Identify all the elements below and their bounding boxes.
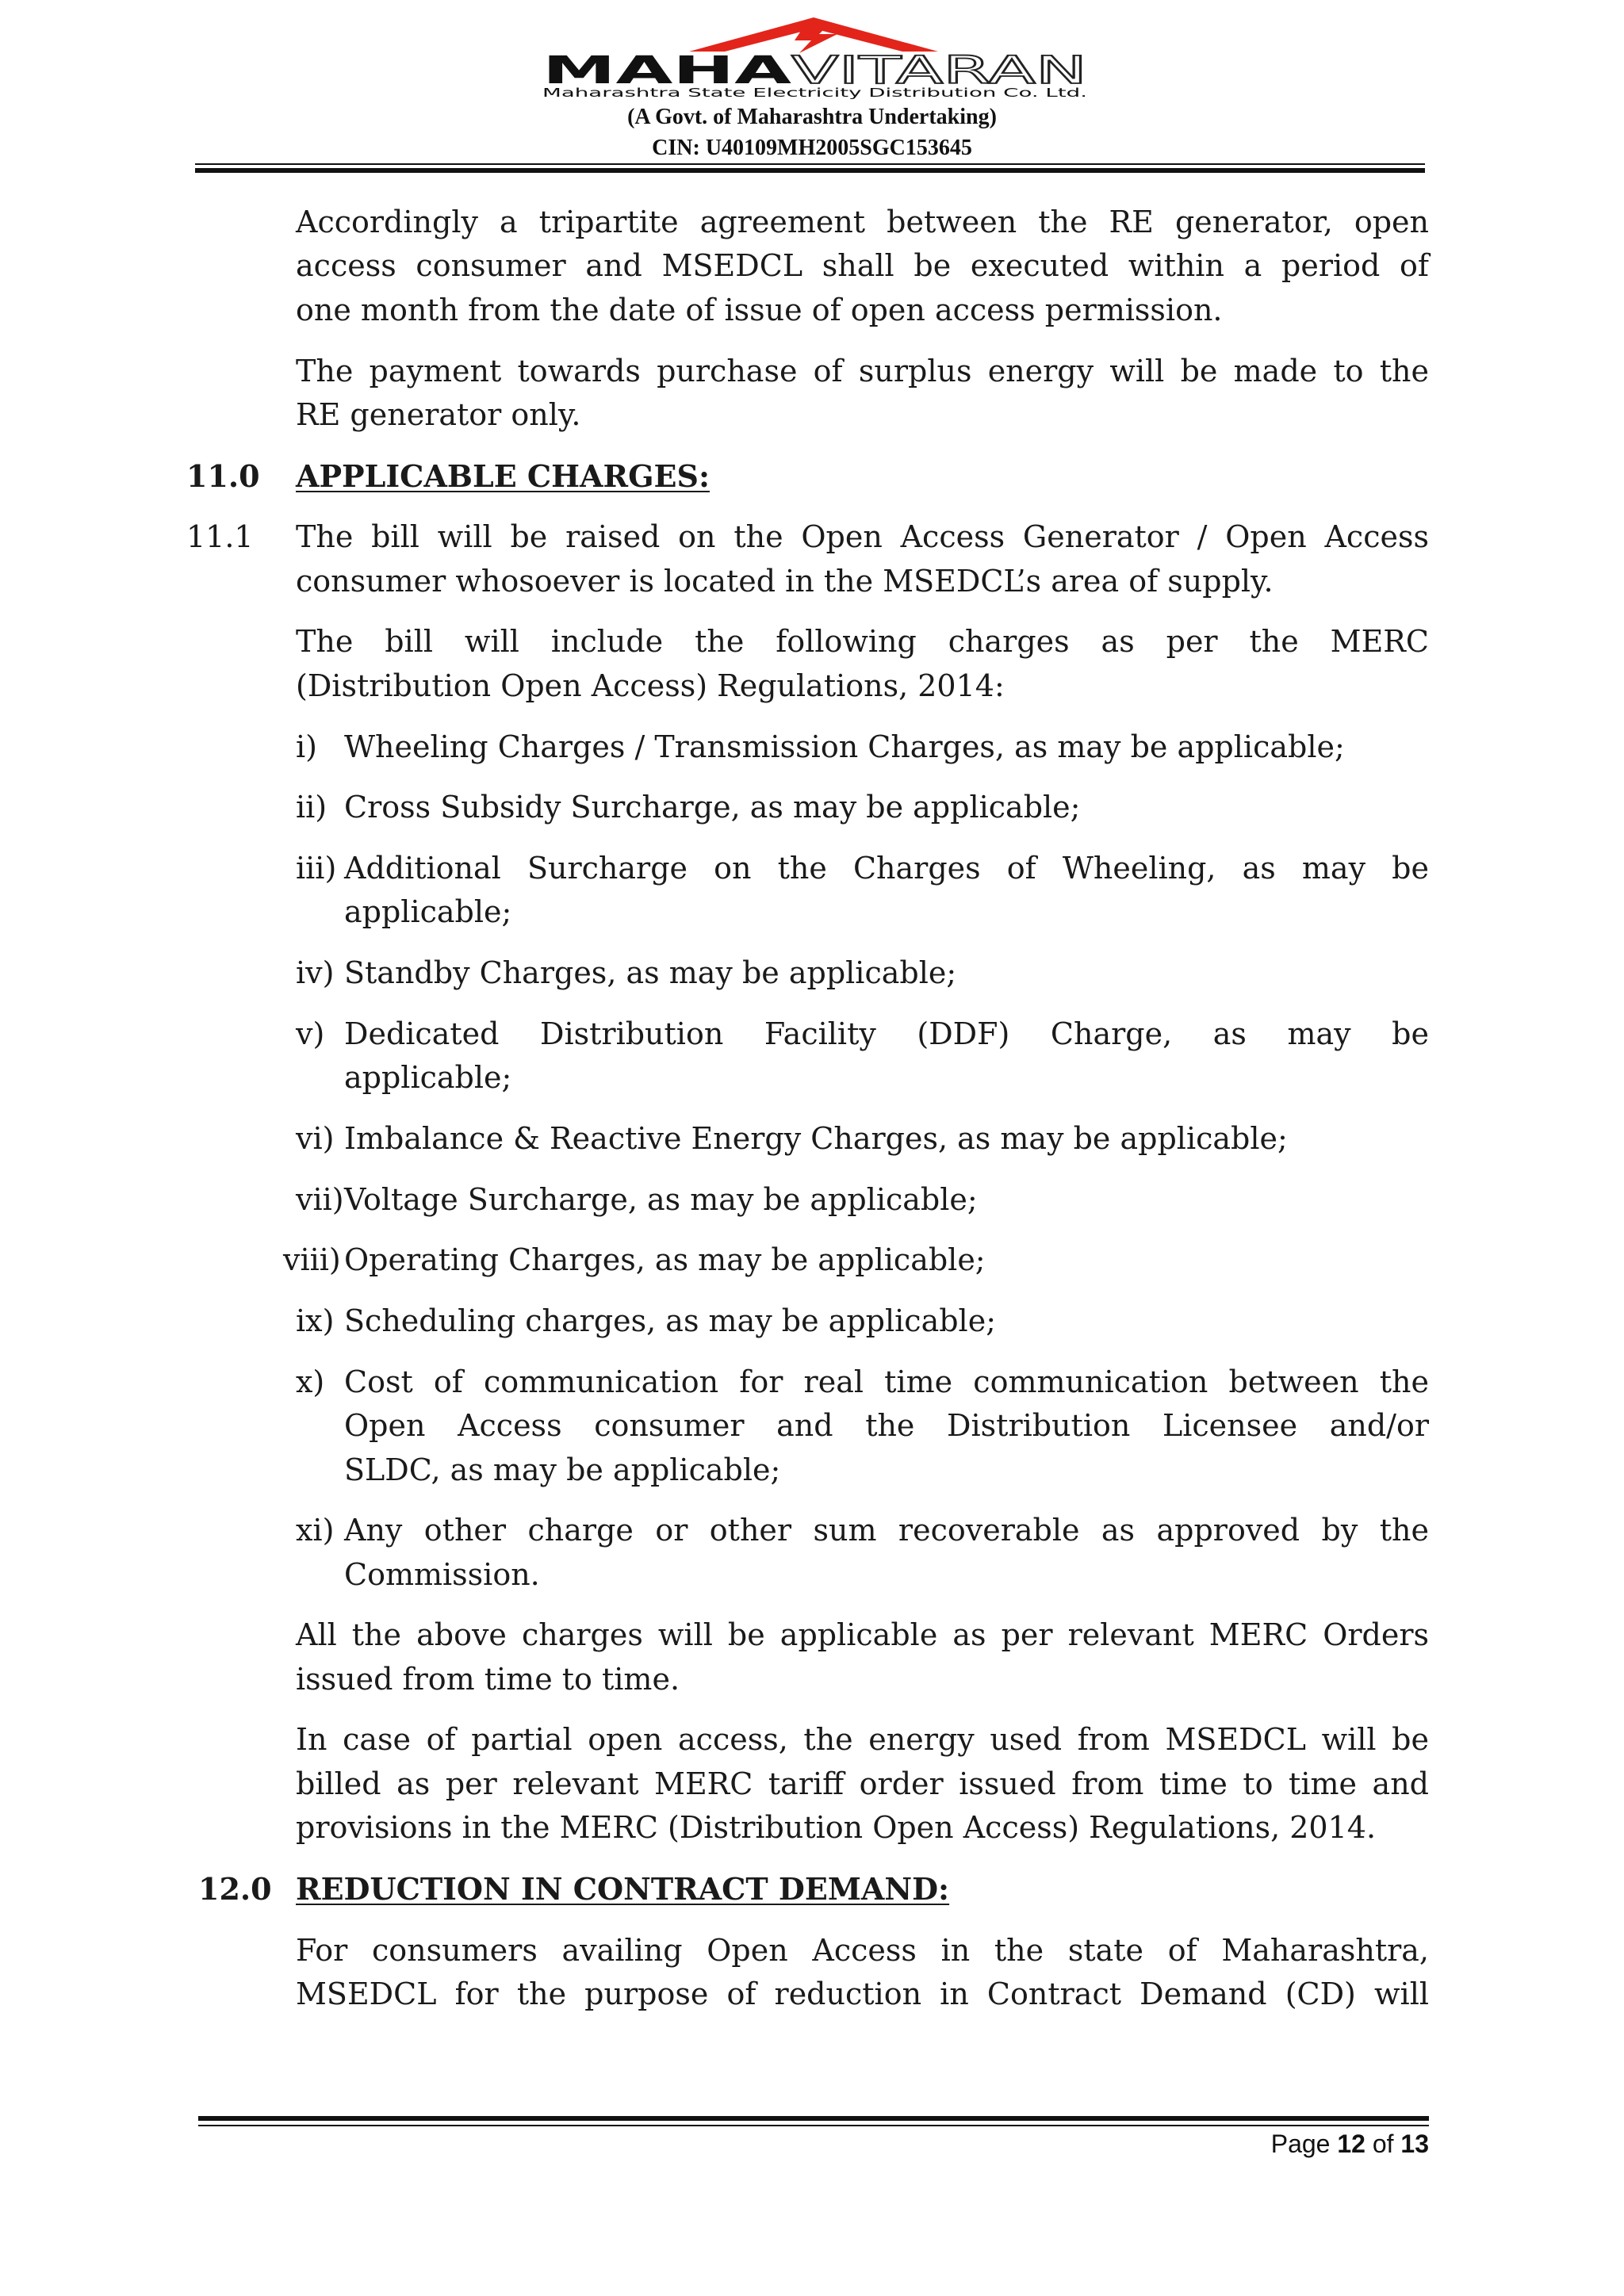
cin-number-line: CIN: U40109MH2005SGC153645 — [652, 136, 972, 160]
charge-item — [296, 786, 1429, 829]
page-current: 12 — [1337, 2130, 1365, 2158]
footer-divider-thick — [198, 2116, 1429, 2121]
text-line: Open Access consumer and the Distribution Licensee and/or — [344, 1408, 1429, 1444]
section-title: APPLICABLE CHARGES: — [296, 457, 710, 494]
govt-undertaking-line: (A Govt. of Maharashtra Undertaking) — [627, 105, 997, 129]
text-line: Cross Subsidy Surcharge, as may be applicable; — [344, 790, 1081, 825]
text-line: one month from the date of issue of open access permission. — [296, 292, 1223, 327]
page-word: Page — [1270, 2130, 1331, 2158]
paragraph-tripartite-agreement — [296, 201, 1429, 332]
text-line: For consumers availing Open Access in the state of Maharashtra, — [296, 1932, 1429, 1968]
charge-item — [296, 1360, 1429, 1492]
footer-divider-thin — [198, 2125, 1429, 2126]
header-divider-thin — [195, 163, 1425, 165]
logo-maha-text: MAHA — [542, 48, 791, 93]
text-line: Any other charge or other sum recoverable as approved by the — [344, 1513, 1429, 1548]
charge-item — [296, 1012, 1429, 1100]
text-line: The bill will be raised on the Open Access Generator / Open Access — [296, 519, 1429, 555]
text-line: Voltage Surcharge, as may be applicable; — [344, 1181, 978, 1217]
text-line: issued from time to time. — [296, 1661, 680, 1697]
list-marker: iii) — [296, 850, 337, 886]
text-line: billed as per relevant MERC tariff order issued from time to time and — [296, 1766, 1429, 1801]
text-line: Standby Charges, as may be applicable; — [344, 955, 957, 991]
list-marker: ii) — [296, 790, 327, 825]
text-line: Imbalance & Reactive Energy Charges, as may be applicable; — [344, 1120, 1288, 1156]
text-line: Cost of communication for real time communication between the — [344, 1364, 1429, 1399]
text-line: applicable; — [344, 894, 512, 930]
text-line: Commission. — [344, 1556, 540, 1592]
text-line: All the above charges will be applicable as per relevant MERC Orders — [296, 1617, 1429, 1653]
list-marker: x) — [296, 1364, 325, 1399]
list-marker: vi) — [296, 1120, 335, 1156]
text-line: MSEDCL for the purpose of reduction in Contract Demand (CD) will — [296, 1976, 1429, 2012]
charge-item — [296, 1117, 1429, 1161]
page-number — [1271, 2130, 1429, 2158]
text-line: access consumer and MSEDCL shall be executed within a period of — [296, 248, 1429, 284]
charge-item — [296, 1509, 1429, 1597]
list-marker: ix) — [296, 1303, 335, 1338]
section-number: 12.0 — [198, 1870, 272, 1907]
list-marker: v) — [296, 1016, 325, 1051]
list-marker: iv) — [296, 955, 335, 991]
text-line: Operating Charges, as may be applicable; — [344, 1242, 986, 1278]
text-line: Dedicated Distribution Facility (DDF) Charge, as may be — [344, 1016, 1429, 1051]
charge-item — [283, 1238, 1429, 1282]
text-line: The bill will include the following charges as per the MERC — [296, 624, 1429, 660]
paragraph-included-charges — [296, 620, 1429, 708]
page-total: 13 — [1400, 2130, 1429, 2158]
list-marker: vii) — [296, 1181, 344, 1217]
clause-number: 11.1 — [186, 519, 254, 555]
paragraph-partial-open-access — [296, 1718, 1429, 1850]
clause-11-1 — [186, 515, 1429, 603]
header-divider-thick — [195, 168, 1425, 173]
section-number: 11.0 — [186, 457, 260, 494]
text-line: provisions in the MERC (Distribution Open Access) Regulations, 2014. — [296, 1810, 1377, 1846]
text-line: consumer whosoever is located in the MSEDCL’s area of supply. — [296, 563, 1274, 599]
text-line: SLDC, as may be applicable; — [344, 1452, 781, 1487]
logo-tagline: Maharashtra State Electricity Distribution Co. Ltd. — [542, 86, 1087, 100]
text-line: (Distribution Open Access) Regulations, 2014: — [296, 668, 1005, 703]
text-line: applicable; — [344, 1060, 512, 1096]
section-12-heading — [198, 1867, 1429, 1911]
list-marker: viii) — [283, 1242, 341, 1278]
text-line: RE generator only. — [296, 396, 581, 432]
text-line: Scheduling charges, as may be applicable; — [344, 1303, 996, 1338]
charge-item — [296, 951, 1429, 995]
section-title: REDUCTION IN CONTRACT DEMAND: — [296, 1870, 950, 1907]
section-11-heading — [186, 454, 1429, 499]
of-word: of — [1372, 2130, 1394, 2158]
charge-item — [296, 1299, 1429, 1343]
list-marker: xi) — [296, 1513, 335, 1548]
list-marker: i) — [296, 729, 317, 764]
paragraph-charges-applicable — [296, 1613, 1429, 1701]
mahavitaran-logo — [523, 8, 1110, 105]
text-line: The payment towards purchase of surplus energy will be made to the — [296, 353, 1429, 388]
text-line: Additional Surcharge on the Charges of Wheeling, as may be — [344, 850, 1429, 886]
paragraph-surplus-payment — [296, 350, 1429, 438]
charge-item — [296, 1178, 1429, 1222]
text-line: In case of partial open access, the energy used from MSEDCL will be — [296, 1722, 1429, 1758]
paragraph-contract-demand — [296, 1929, 1429, 2017]
document-body — [186, 201, 1429, 2016]
logo-vitaran-text: VITARAN — [791, 48, 1087, 93]
text-line: Accordingly a tripartite agreement between the RE generator, open — [296, 205, 1429, 239]
text-line: Wheeling Charges / Transmission Charges, as may be applicable; — [344, 729, 1345, 764]
charge-item — [296, 725, 1429, 769]
charge-item — [296, 847, 1429, 935]
